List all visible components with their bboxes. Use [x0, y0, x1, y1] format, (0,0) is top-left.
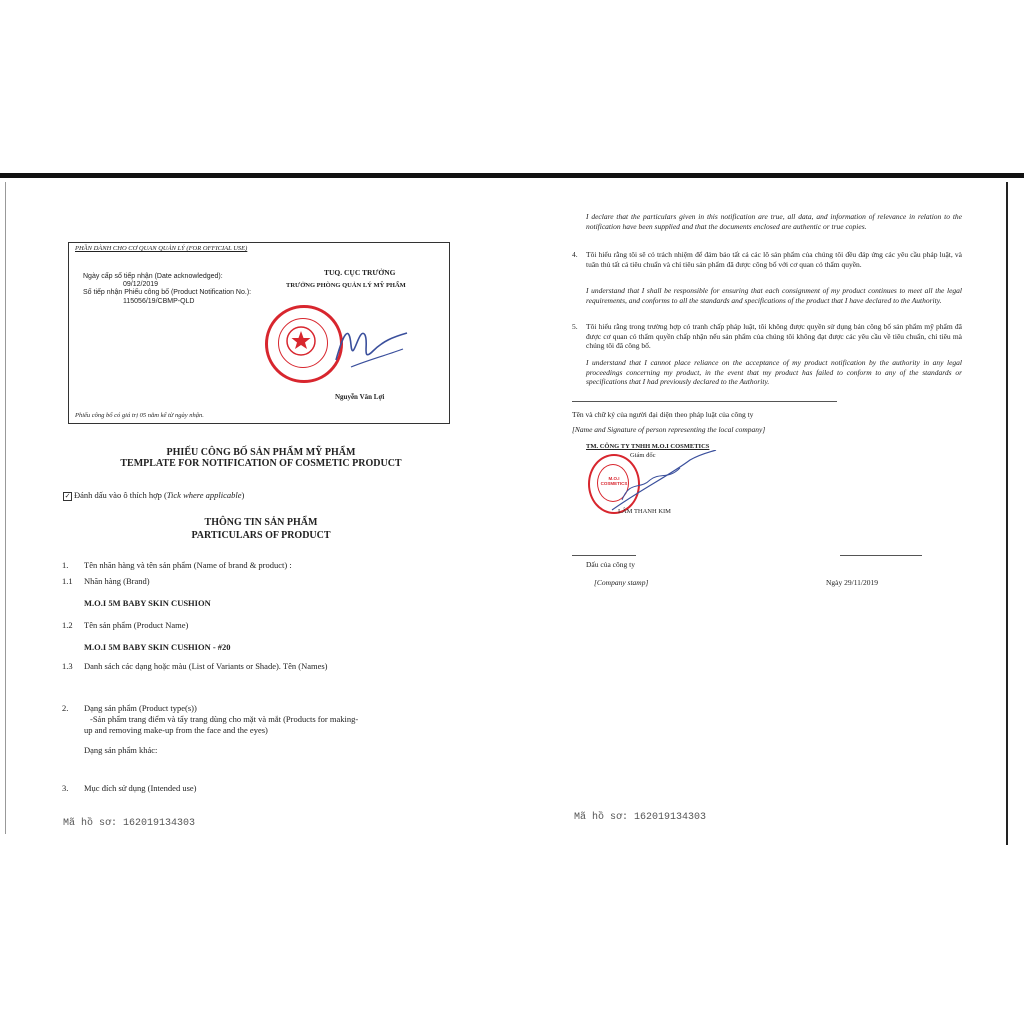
- item-1-2-label: Tên sản phẩm (Product Name): [84, 620, 189, 630]
- item-1-2-number: 1.2: [62, 620, 73, 630]
- item-1-label: Tên nhãn hàng và tên sản phẩm (Name of brand & product) :: [84, 560, 292, 570]
- tick-note: ✓ Đánh dấu vào ô thích hợp (Tick where applicable): [64, 490, 245, 500]
- item-1-number: 1.: [62, 560, 69, 570]
- item-4-vi: Tôi hiểu rằng tôi sẽ có trách nhiệm để đảm bảo tất cả các lô sản phẩm của chúng tôi đều đáp ứng các yêu cầu pháp luật, và tuân thủ tất cả tiêu chuẩn và chỉ tiêu sản phẩm đã được công bố với cơ quan có thẩm quyền.: [586, 250, 962, 269]
- item-2-number: 2.: [62, 703, 69, 713]
- brand-value: M.O.I 5M BABY SKIN CUSHION: [84, 598, 211, 608]
- item-2-desc-2: up and removing make-up from the face and the eyes): [84, 725, 268, 735]
- item-5-number: 5.: [572, 322, 578, 331]
- company-role: Giám đốc: [630, 452, 656, 459]
- item-1-3-number: 1.3: [62, 661, 73, 671]
- company-stamp-label-vi: Dấu của công ty: [586, 560, 635, 569]
- item-4-en: I understand that I shall be responsible for ensuring that each consignment of my product continues to meet all the legal requirements, and conforms to all the standards and specifications of the product that I have declared to the Authority.: [586, 286, 962, 305]
- representative-signer: LÂM THANH KIM: [618, 508, 671, 515]
- section-title-en: PARTICULARS OF PRODUCT: [191, 530, 331, 541]
- item-5-en: I understand that I cannot place reliance on the acceptance of my product notification by the authority in any legal proceedings concerning my product, in the event that my product has failed to conform to any of the standards or specifications that I had previously declared to the Authority.: [586, 358, 962, 386]
- declaration-en: I declare that the particulars given in this notification are true, all data, and information of relevance in relation to the notification have been supplied and that the documents enclosed are authentic or true copies.: [586, 212, 962, 231]
- date-acknowledged-value: 09/12/2019: [123, 281, 159, 288]
- company-stamp-label-en: [Company stamp]: [594, 578, 649, 587]
- title-en: TEMPLATE FOR NOTIFICATION OF COSMETIC PRODUCT: [120, 458, 402, 469]
- date-line: [840, 555, 922, 556]
- item-4-number: 4.: [572, 250, 578, 259]
- file-code-right: Mã hồ sơ: 162019134303: [574, 812, 707, 823]
- validity-note: Phiếu công bố có giá trị 05 năm kể từ ngày nhận.: [75, 412, 204, 419]
- checkbox-checked-icon: ✓: [64, 491, 71, 500]
- item-2-other: Dạng sản phẩm khác:: [84, 745, 158, 755]
- product-name-value: M.O.I 5M BABY SKIN CUSHION - #20: [84, 642, 231, 652]
- item-1-1-label: Nhãn hàng (Brand): [84, 576, 150, 586]
- official-use-header: PHẦN DÀNH CHO CƠ QUAN QUẢN LÝ (FOR OFFICIAL USE): [75, 245, 248, 252]
- item-1-1-number: 1.1: [62, 576, 73, 586]
- item-5-vi: Tôi hiểu rằng trong trường hợp có tranh chấp pháp luật, tôi không được quyền sử dụng bản công bố sản phẩm mỹ phẩm đã được cơ quan có thẩm quyền chấp nhận nếu sản phẩm của chúng tôi không đạt được các yêu cầu về tiêu chuẩn, chỉ tiêu mà chúng tôi đã công bố.: [586, 322, 962, 350]
- divider-line: [572, 401, 837, 402]
- item-2-desc-1: -Sản phẩm trang điểm và tẩy trang dùng cho mặt và mắt (Products for making-: [90, 714, 359, 724]
- item-1-3-label: Danh sách các dạng hoặc màu (List of Variants or Shade). Tên (Names): [84, 661, 328, 671]
- item-3-number: 3.: [62, 783, 69, 793]
- company-seal-text: M.O.I COSMETICS: [600, 476, 628, 486]
- notification-no-label: Số tiếp nhận Phiếu công bố (Product Notification No.):: [83, 289, 252, 296]
- title-vi: PHIẾU CÔNG BỐ SẢN PHẨM MỸ PHẨM: [166, 447, 356, 458]
- representative-label-vi: Tên và chữ ký của người đại diện theo pháp luật của công ty: [572, 410, 754, 419]
- signature-date: Ngày 29/11/2019: [826, 578, 879, 587]
- section-title-vi: THÔNG TIN SẢN PHẨM: [204, 517, 318, 528]
- representative-label-en: [Name and Signature of person representing the local company]: [572, 425, 766, 434]
- signature-icon: [331, 315, 411, 375]
- document-page-right: [520, 182, 1008, 845]
- document-page-left: [5, 182, 516, 834]
- file-code-left: Mã hồ sơ: 162019134303: [63, 818, 196, 829]
- seal-star-icon: [265, 305, 337, 377]
- item-2-label: Dạng sản phẩm (Product type(s)): [84, 703, 197, 713]
- top-divider-bar: [0, 173, 1024, 178]
- item-3-label: Mục đích sử dụng (Intended use): [84, 783, 197, 793]
- stamp-line: [572, 555, 636, 556]
- date-acknowledged-label: Ngày cấp số tiếp nhận (Date acknowledged):: [83, 273, 223, 280]
- authority-title-1: TUQ. CỤC TRƯỞNG: [324, 268, 396, 277]
- authority-title-2: TRƯỞNG PHÒNG QUẢN LÝ MỸ PHẨM: [286, 282, 406, 289]
- official-use-box: [68, 242, 450, 424]
- official-signer-name: Nguyễn Văn Lợi: [335, 393, 385, 401]
- company-name: TM. CÔNG TY TNHH M.O.I COSMETICS: [586, 443, 710, 450]
- notification-no-value: 115056/19/CBMP-QLD: [123, 298, 195, 305]
